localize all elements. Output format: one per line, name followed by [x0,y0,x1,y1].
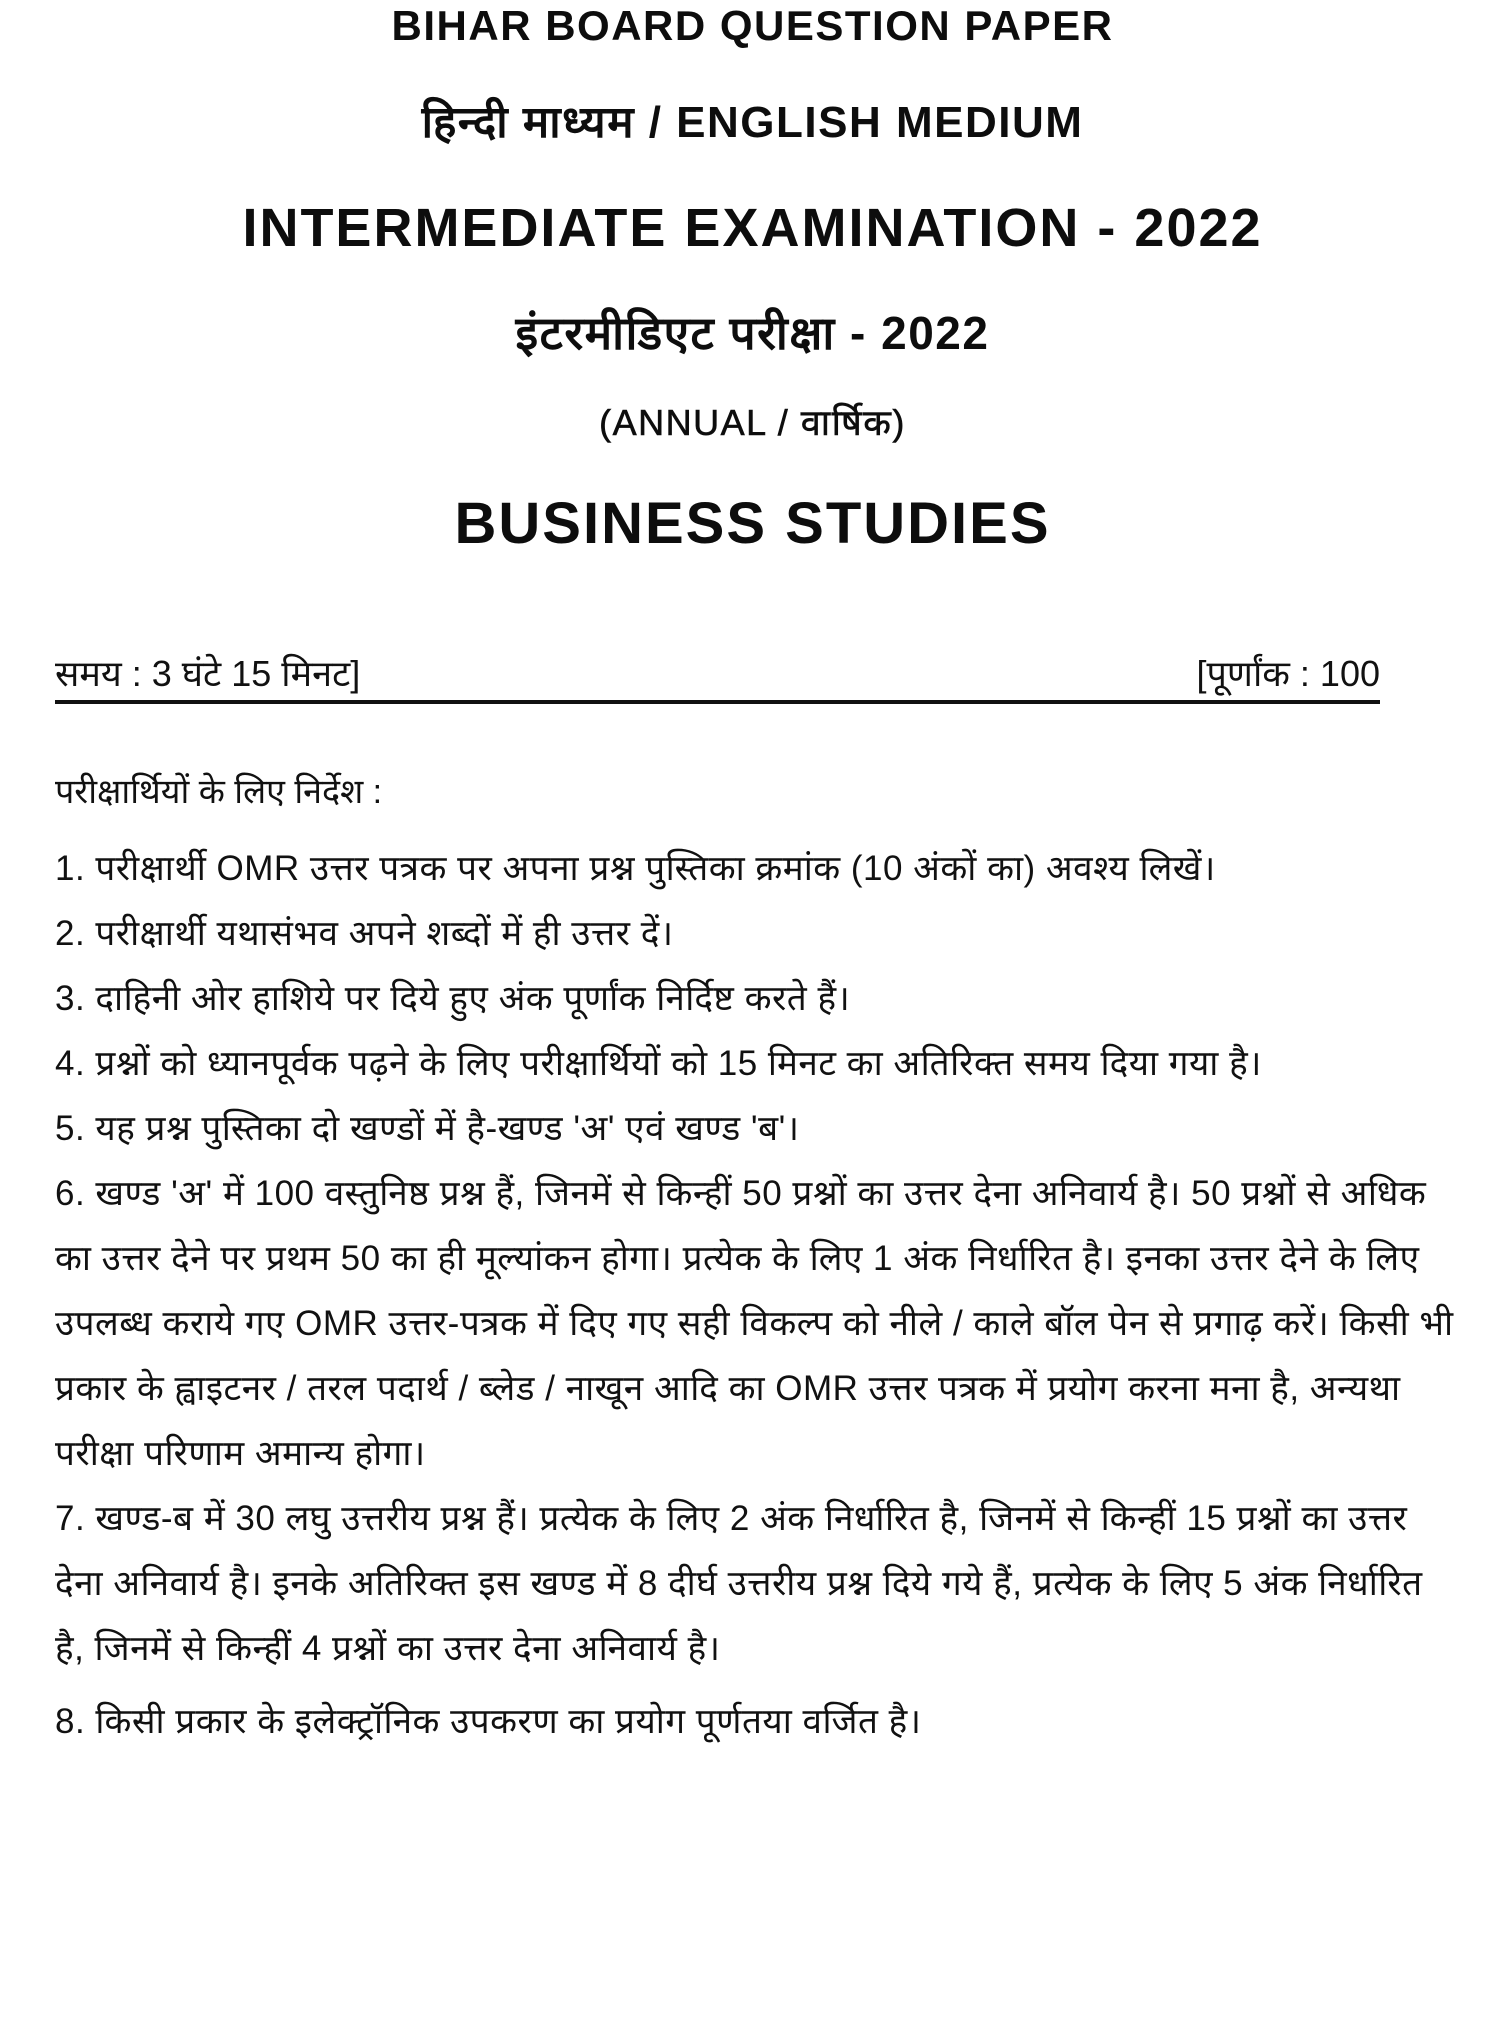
instruction-item: 6. खण्ड 'अ' में 100 वस्तुनिष्ठ प्रश्न हैं, जिनमें से किन्हीं 50 प्रश्नों का उत्तर देना अनिवार्य है। 50 प्रश्नों से अधिक का उत्तर देने पर प्रथम 50 का ही मूल्यांकन होगा। प्रत्येक के लिए 1 अंक निर्धारित है। इनका उत्तर देने के लिए उपलब्ध कराये गए OMR उत्तर-पत्रक में दिए गए सही विकल्प को नीले / काले बॉल पेन से प्रगाढ़ करें। किसी भी प्रकार के ह्वाइटनर / तरल पदार्थ / ब्लेड / नाखून आदि का OMR उत्तर पत्रक में प्रयोग करना मना है, अन्यथा परीक्षा परिणाम अमान्य होगा। [55,1174,1454,1473]
instruction-item: 2. परीक्षार्थी यथासंभव अपने शब्दों में ही उत्तर दें। [55,914,674,953]
instruction-item: 7. खण्ड-ब में 30 लघु उत्तरीय प्रश्न हैं। प्रत्येक के लिए 2 अंक निर्धारित है, जिनमें से किन्हीं 15 प्रश्नों का उत्तर देना अनिवार्य है। इनके अतिरिक्त इस खण्ड में 8 दीर्घ उत्तरीय प्रश्न दिये गये हैं, प्रत्येक के लिए 5 अंक निर्धारित है, जिनमें से किन्हीं 4 प्रश्नों का उत्तर देना अनिवार्य है। [55,1499,1423,1668]
instructions-heading: परीक्षार्थियों के लिए निर्देश : [55,773,383,811]
instruction-item: 1. परीक्षार्थी OMR उत्तर पत्रक पर अपना प्रश्न पुस्तिका क्रमांक (10 अंकों का) अवश्य लिखें। [55,849,1216,888]
instructions-list [55,836,1455,1754]
instruction-item: 5. यह प्रश्न पुस्तिका दो खण्डों में है-खण्ड 'अ' एवं खण्ड 'ब'। [55,1109,800,1148]
subject-title: BUSINESS STUDIES [454,491,1051,556]
time-marks-row [55,652,1380,704]
exam-title-english: INTERMEDIATE EXAMINATION - 2022 [242,198,1263,258]
time-allowed: समय : 3 घंटे 15 मिनट] [55,653,361,694]
instruction-item: 3. दाहिनी ओर हाशिये पर दिये हुए अंक पूर्णांक निर्दिष्ट करते हैं। [55,979,851,1018]
instruction-item: 8. किसी प्रकार के इलेक्ट्रॉनिक उपकरण का प्रयोग पूर्णतया वर्जित है। [55,1702,922,1741]
exam-type: (ANNUAL / वार्षिक) [599,402,906,443]
board-title: BIHAR BOARD QUESTION PAPER [391,2,1114,49]
exam-title-hindi: इंटरमीडिएट परीक्षा - 2022 [515,307,990,359]
full-marks: [पूर्णांक : 100 [1196,653,1380,694]
instruction-item: 4. प्रश्नों को ध्यानपूर्वक पढ़ने के लिए परीक्षार्थियों को 15 मिनट का अतिरिक्त समय दिया गया है। [55,1044,1262,1083]
medium-title: हिन्दी माध्यम / ENGLISH MEDIUM [421,98,1084,147]
